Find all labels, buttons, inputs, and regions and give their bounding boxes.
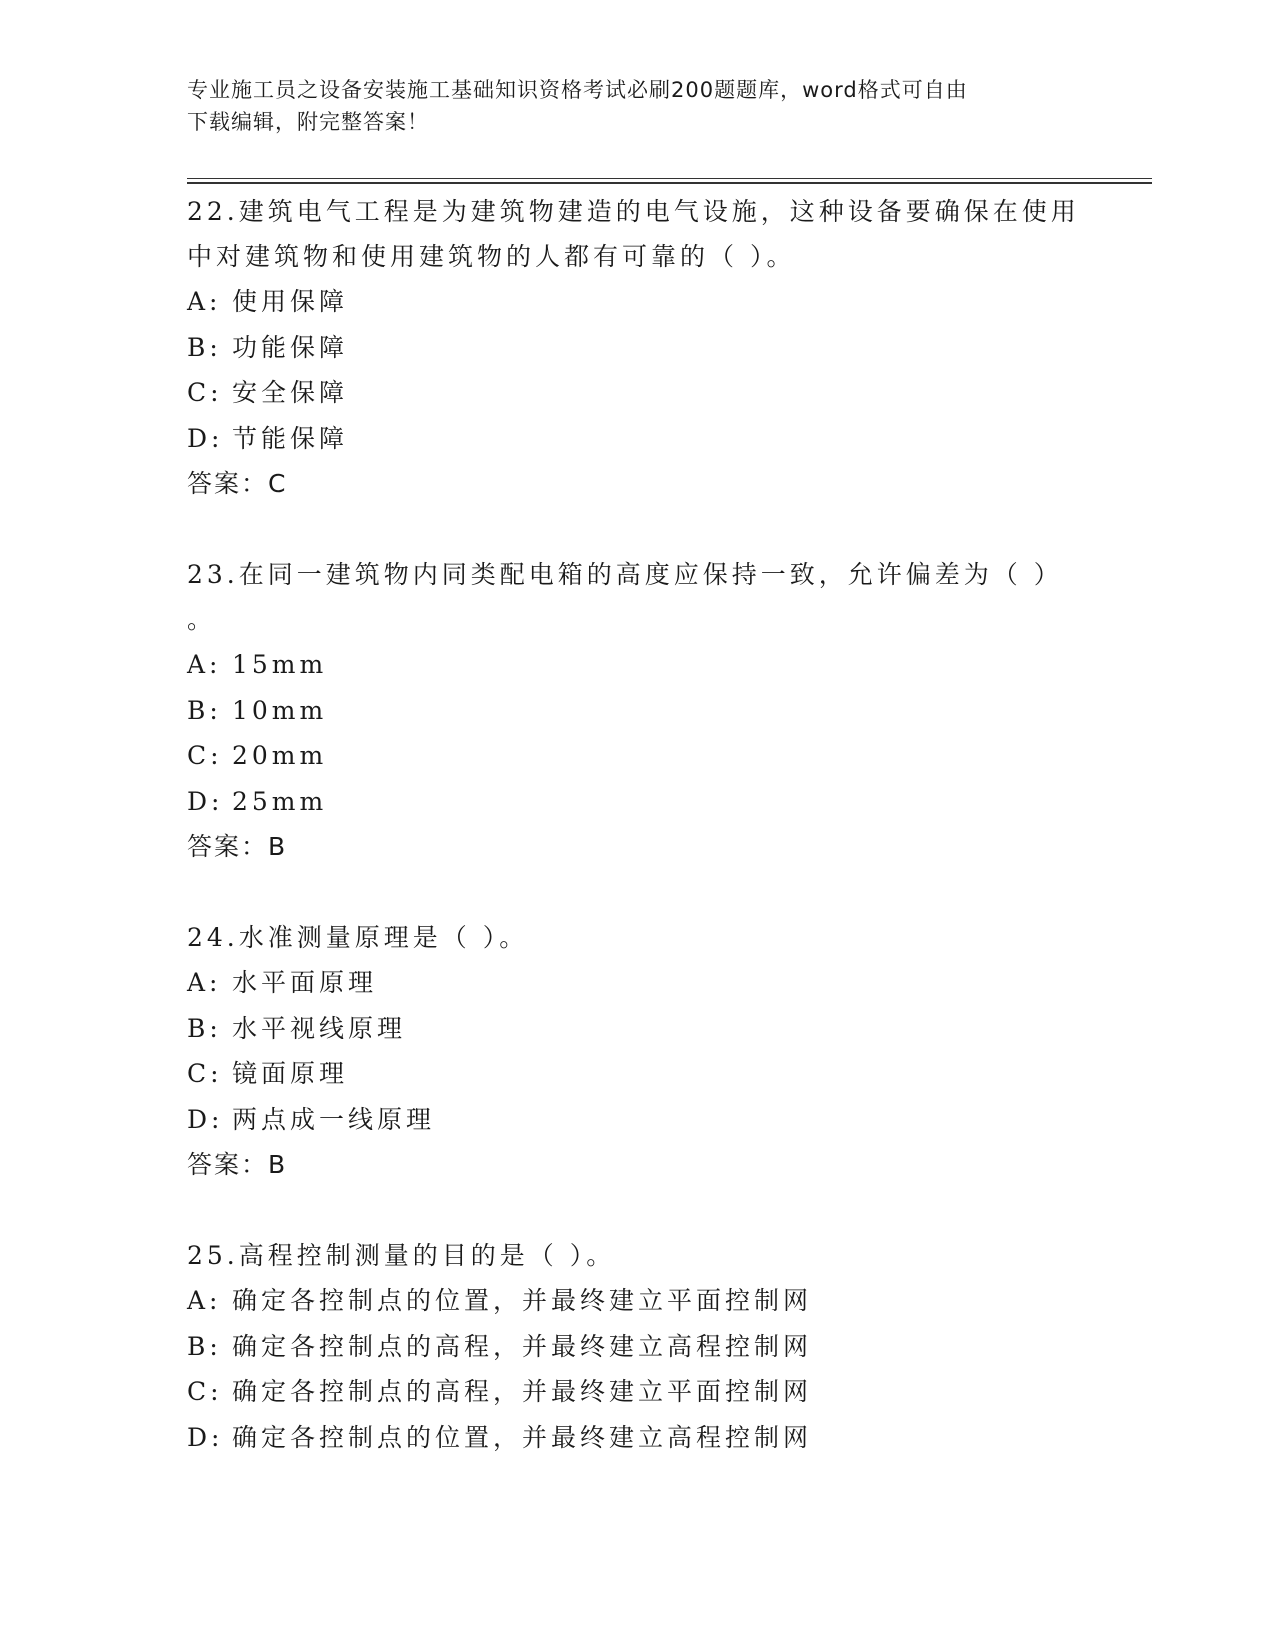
document-page bbox=[187, 0, 1152, 1650]
option-c: C: 安全保障 bbox=[187, 378, 349, 407]
option-d: D: 节能保障 bbox=[187, 423, 349, 453]
option-d: D: 两点成一线原理 bbox=[187, 1104, 436, 1134]
question-stem: 25.高程控制测量的目的是（ ）。 bbox=[187, 1241, 616, 1270]
question-22 bbox=[187, 189, 1152, 507]
question-24 bbox=[187, 915, 1152, 1188]
option-a: A: 水平面原理 bbox=[187, 968, 378, 997]
document-header bbox=[187, 74, 1067, 138]
option-a: A: 确定各控制点的位置，并最终建立平面控制网 bbox=[187, 1286, 813, 1315]
option-c: C: 20mm bbox=[187, 741, 328, 770]
option-a: A: 15mm bbox=[187, 650, 328, 679]
header-divider-thick bbox=[187, 182, 1152, 184]
option-c: C: 镜面原理 bbox=[187, 1059, 349, 1088]
option-c: C: 确定各控制点的高程，并最终建立平面控制网 bbox=[187, 1377, 813, 1406]
question-stem: 22.建筑电气工程是为建筑物建造的电气设施，这种设备要确保在使用 中对建筑物和使用建筑物的人都有可靠的（ ）。 bbox=[187, 197, 1080, 271]
option-b: B: 功能保障 bbox=[187, 332, 349, 362]
header-divider-thin bbox=[187, 178, 1152, 179]
answer: 答案：B bbox=[187, 832, 288, 861]
answer: 答案：B bbox=[187, 1150, 288, 1179]
question-list bbox=[187, 189, 1152, 1505]
option-b: B: 确定各控制点的高程，并最终建立高程控制网 bbox=[187, 1331, 813, 1361]
question-stem: 23.在同一建筑物内同类配电箱的高度应保持一致，允许偏差为（ ） 。 bbox=[187, 560, 1063, 634]
question-23 bbox=[187, 552, 1152, 870]
header-line-2: 下载编辑，附完整答案！ bbox=[187, 110, 429, 134]
question-stem: 24.水准测量原理是（ ）。 bbox=[187, 923, 529, 952]
question-25 bbox=[187, 1233, 1152, 1460]
option-d: D: 25mm bbox=[187, 786, 328, 816]
header-line-1: 专业施工员之设备安装施工基础知识资格考试必刷200题题库，word格式可自由 bbox=[187, 78, 968, 102]
option-b: B: 水平视线原理 bbox=[187, 1013, 407, 1043]
option-d: D: 确定各控制点的位置，并最终建立高程控制网 bbox=[187, 1422, 813, 1452]
option-a: A: 使用保障 bbox=[187, 287, 349, 316]
option-b: B: 10mm bbox=[187, 695, 328, 725]
answer: 答案：C bbox=[187, 469, 288, 498]
